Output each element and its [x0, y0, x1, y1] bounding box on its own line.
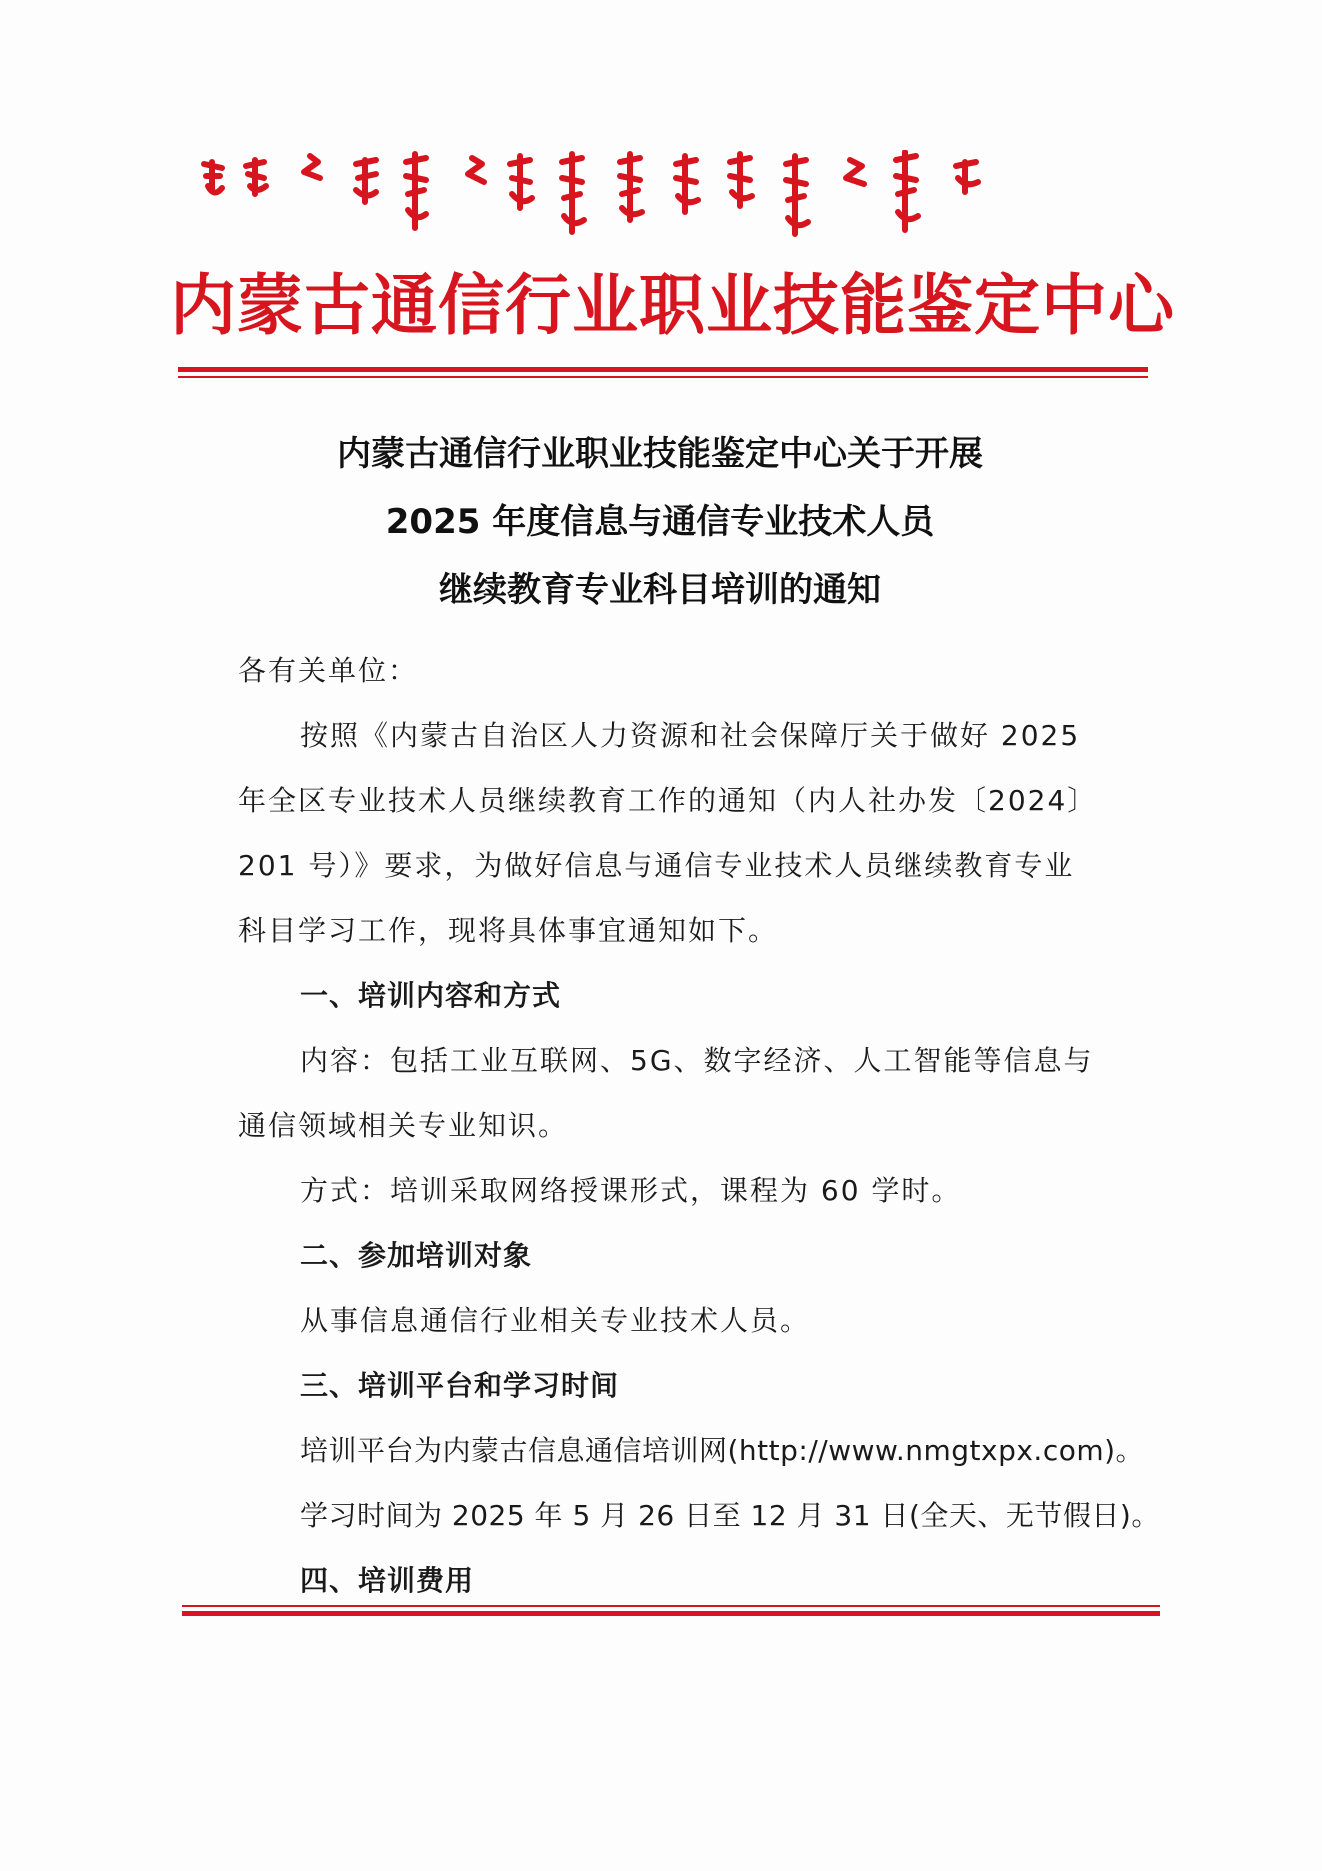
title-line-2: 2025 年度信息与通信专业技术人员	[385, 502, 935, 542]
document-title	[160, 420, 1160, 624]
mongolian-script-name-icon	[200, 150, 1120, 240]
footer-divider-thick	[182, 1611, 1160, 1616]
section-3-heading: 三、培训平台和学习时间	[300, 1369, 620, 1402]
section-1-heading: 一、培训内容和方式	[300, 979, 562, 1012]
header-divider-thick	[178, 367, 1148, 372]
salutation: 各有关单位：	[238, 654, 419, 687]
footer-divider-thin	[182, 1605, 1160, 1607]
document-body	[238, 638, 1160, 1613]
intro-line-2: 年全区专业技术人员继续教育工作的通知（内人社办发〔2024〕	[238, 784, 1098, 817]
agency-name: 内蒙古通信行业职业技能鉴定中心	[170, 266, 1175, 344]
section-3-platform: 培训平台为内蒙古信息通信培训网(http://www.nmgtxpx.com)。	[300, 1434, 1145, 1467]
header-divider-thin	[178, 376, 1148, 378]
section-1-content-line-2: 通信领域相关专业知识。	[238, 1109, 569, 1142]
title-line-3: 继续教育专业科目培训的通知	[439, 570, 881, 610]
intro-line-4: 科目学习工作，现将具体事宜通知如下。	[238, 914, 779, 947]
section-1-method: 方式：培训采取网络授课形式，课程为 60 学时。	[300, 1174, 962, 1207]
intro-line-1: 按照《内蒙古自治区人力资源和社会保障厅关于做好 2025	[300, 719, 1081, 752]
intro-line-3: 201 号）》要求，为做好信息与通信专业技术人员继续教育专业	[238, 849, 1075, 882]
title-line-1: 内蒙古通信行业职业技能鉴定中心关于开展	[337, 434, 983, 474]
section-4-heading: 四、培训费用	[300, 1564, 475, 1597]
section-1-content-line-1: 内容：包括工业互联网、5G、数字经济、人工智能等信息与	[300, 1044, 1094, 1077]
section-2-content: 从事信息通信行业相关专业技术人员。	[300, 1304, 811, 1337]
section-3-period: 学习时间为 2025 年 5 月 26 日至 12 月 31 日(全天、无节假日)。	[300, 1499, 1160, 1532]
section-2-heading: 二、参加培训对象	[300, 1239, 533, 1272]
